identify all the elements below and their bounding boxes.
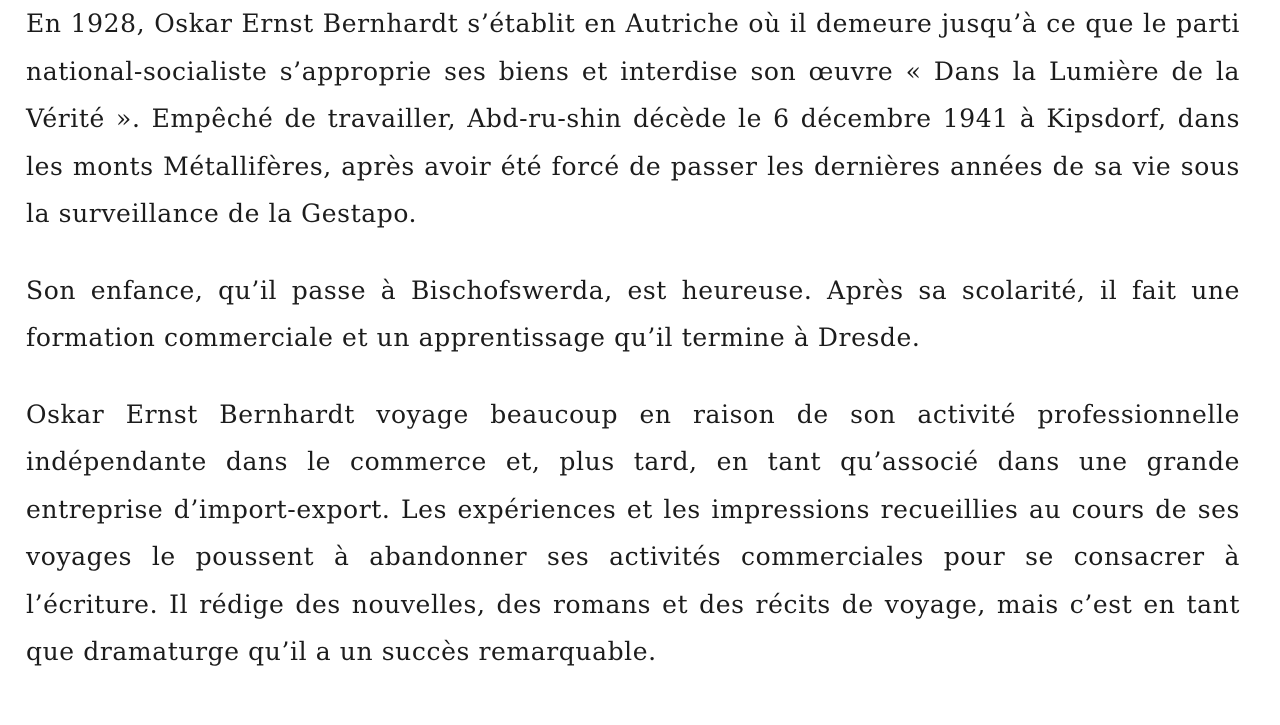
paragraph-2: Son enfance, qu’il passe à Bischofswerda, est heureuse. Après sa scolarité, il fait une formation commerciale et un apprentissage qu’il termine à Dresde.: [26, 275, 1240, 352]
paragraph-1: En 1928, Oskar Ernst Bernhardt s’établit en Autriche où il demeure jusqu’à ce que le parti national-socialiste s’approprie ses biens et interdise son œuvre « Dans la Lumière de la Vérité ». Empêché de travailler, Abd-ru-shin décède le 6 décembre 1941 à Kipsdorf, dans les monts Métallifères, après avoir été forcé de passer les dernières années de sa vie sous la surveillance de la Gestapo.: [26, 9, 1240, 228]
paragraph-3: Oskar Ernst Bernhardt voyage beaucoup en raison de son activité professionnelle indépendante dans le commerce et, plus tard, en tant qu’associé dans une grande entreprise d’import-export. Les expériences et les impressions recueillies au cours de ses voyages le poussent à abandonner ses activités commerciales pour se consacrer à l’écriture. Il rédige des nouvelles, des romans et des récits de voyage, mais c’est en tant que dramaturge qu’il a un succès remarquable.: [26, 399, 1240, 666]
article-body: [26, 0, 1240, 676]
